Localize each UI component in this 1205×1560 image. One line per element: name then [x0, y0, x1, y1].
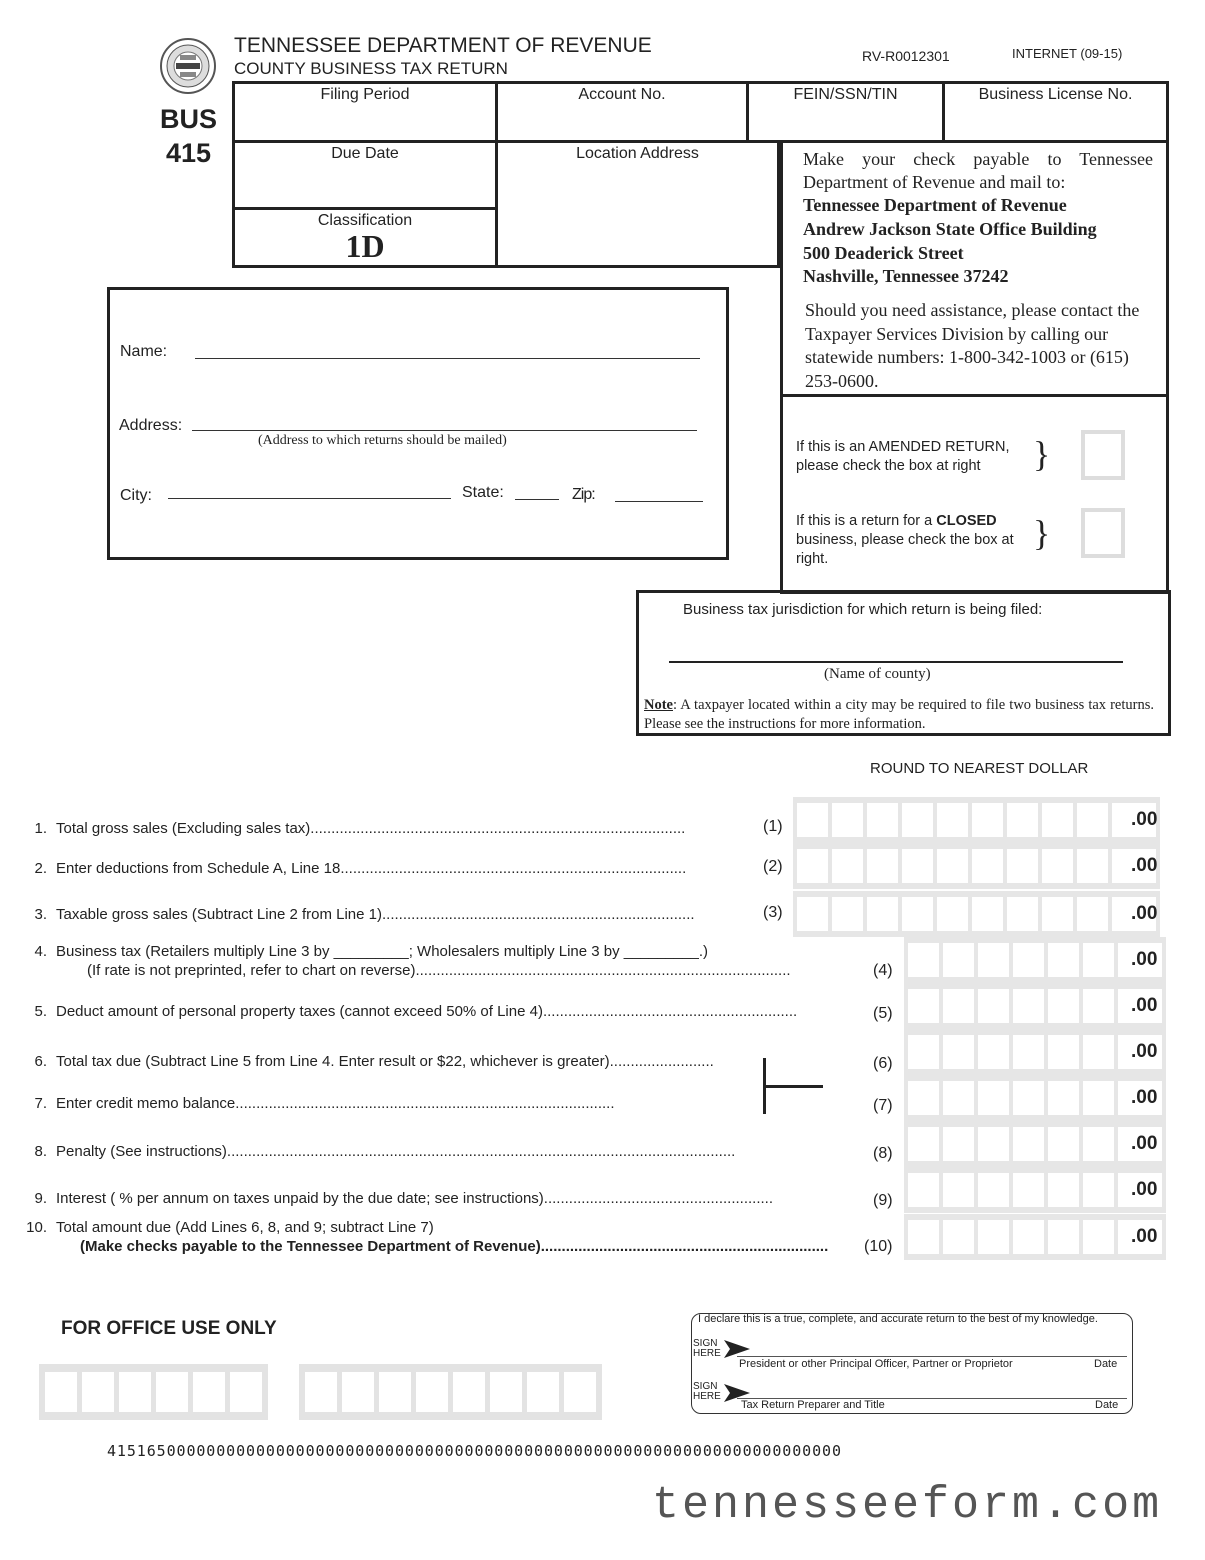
- closed-text-post: business, please check the box at right.: [796, 532, 1014, 567]
- line-number: 6.: [34, 1053, 47, 1070]
- line-amount-field[interactable]: [904, 1214, 1166, 1260]
- line-number: 7.: [34, 1095, 47, 1112]
- line-amount-field[interactable]: [904, 1029, 1166, 1075]
- preparer-signature-field[interactable]: [737, 1385, 1127, 1399]
- line-description: Total tax due (Subtract Line 5 from Line 4. Enter result or $22, whichever is greater).........................: [56, 1053, 714, 1070]
- sign-label-2: SIGN: [693, 1381, 718, 1392]
- line-cents: .00: [1131, 995, 1158, 1016]
- round-to-dollar-label: ROUND TO NEAREST DOLLAR: [870, 760, 1089, 777]
- office-use-label: FOR OFFICE USE ONLY: [61, 1318, 277, 1339]
- officer-signature-field[interactable]: [737, 1343, 1127, 1357]
- classification-box: [232, 207, 498, 268]
- closed-business-checkbox[interactable]: [1081, 508, 1125, 558]
- line-reference: (6): [873, 1055, 893, 1072]
- line-number: 1.: [34, 820, 47, 837]
- line-description-continued: (Make checks payable to the Tennessee Department of Revenue).....................................................................: [80, 1238, 829, 1255]
- name-label: Name:: [120, 343, 168, 360]
- amended-return-checkbox[interactable]: [1081, 430, 1125, 480]
- internet-version: INTERNET (09-15): [1012, 46, 1123, 61]
- form-title: COUNTY BUSINESS TAX RETURN: [234, 59, 508, 78]
- address-note: (Address to which returns should be mailed): [258, 433, 507, 448]
- declaration-text: I declare this is a true, complete, and accurate return to the best of my knowledge.: [698, 1313, 1098, 1325]
- line-amount-field[interactable]: [904, 1167, 1166, 1213]
- here-label-1: HERE: [693, 1348, 721, 1359]
- line-number: 10.: [26, 1219, 47, 1236]
- line-reference: (8): [873, 1145, 893, 1162]
- watermark-text: tennesseeform.com: [652, 1480, 1163, 1531]
- county-field[interactable]: [669, 641, 1123, 663]
- due-date-label: Due Date: [331, 145, 399, 162]
- preparer-caption: Tax Return Preparer and Title: [741, 1399, 885, 1411]
- mail-address-line-4: Nashville, Tennessee 37242: [803, 266, 1009, 286]
- amended-brace: }: [1033, 434, 1051, 474]
- mail-address-line-1: Tennessee Department of Revenue: [803, 195, 1067, 215]
- office-use-cells-2: [299, 1364, 602, 1420]
- line-description: Business tax (Retailers multiply Line 3 by _________; Wholesalers multiply Line 3 by _________.): [56, 943, 709, 960]
- jurisdiction-note: [644, 696, 1154, 734]
- line-description: Penalty (See instructions)..........................................................................................................................: [56, 1143, 736, 1160]
- form-number: 415: [166, 138, 212, 168]
- county-note: (Name of county): [824, 666, 931, 682]
- line-amount-field[interactable]: [793, 797, 1160, 843]
- preparer-date-caption: Date: [1095, 1399, 1119, 1411]
- mail-instructions: Make your check payable to Tennessee Department of Revenue and mail to:: [803, 149, 1153, 192]
- classification-label: Classification: [317, 212, 413, 229]
- line-description: Taxable gross sales (Subtract Line 2 from Line 1)...........................................................................: [56, 906, 695, 923]
- location-address-box[interactable]: [495, 140, 780, 268]
- filing-period-label: Filing Period: [320, 86, 410, 103]
- address-field[interactable]: [192, 414, 697, 431]
- line-amount-field[interactable]: [904, 937, 1166, 983]
- address-label: Address:: [119, 417, 183, 434]
- line-number: 2.: [34, 860, 47, 877]
- account-no-label: Account No.: [578, 86, 666, 103]
- department-title: TENNESSEE DEPARTMENT OF REVENUE: [234, 34, 652, 57]
- line-number: 5.: [34, 1003, 47, 1020]
- line-cents: .00: [1131, 949, 1158, 970]
- zip-label: Zip:: [572, 486, 595, 503]
- state-seal-logo: [160, 38, 216, 94]
- line-cents: .00: [1131, 1133, 1158, 1154]
- city-field[interactable]: [168, 482, 451, 499]
- closed-brace: }: [1033, 513, 1051, 553]
- line-cents: .00: [1131, 1087, 1158, 1108]
- line-description: Total amount due (Add Lines 6, 8, and 9; subtract Line 7): [56, 1219, 434, 1236]
- filing-period-box[interactable]: [232, 81, 498, 143]
- amended-return-text: If this is an AMENDED RETURN, please check the box at right: [796, 439, 1010, 474]
- line-description: Enter credit memo balance...........................................................................................: [56, 1095, 615, 1112]
- closed-text-pre: If this is a return for a: [796, 513, 937, 529]
- state-field[interactable]: [515, 485, 559, 500]
- fein-box[interactable]: [746, 81, 945, 143]
- fein-label: FEIN/SSN/TIN: [793, 86, 898, 103]
- mail-address-line-3: 500 Deaderick Street: [803, 243, 964, 263]
- name-field[interactable]: [195, 340, 700, 359]
- officer-caption: President or other Principal Officer, Partner or Proprietor: [739, 1358, 1013, 1370]
- assistance-text: Should you need assistance, please contact the Taxpayer Services Division by calling our statewide numbers: 1-800-342-1003 or (615) 253-0600.: [805, 300, 1140, 391]
- line-cents: .00: [1131, 855, 1158, 876]
- line-reference: (9): [873, 1192, 893, 1209]
- line-reference: (2): [763, 858, 783, 875]
- line-description: Total gross sales (Excluding sales tax)..........................................................................................: [56, 820, 686, 837]
- zip-field[interactable]: [615, 487, 703, 502]
- line-number: 3.: [34, 906, 47, 923]
- mail-address-line-2: Andrew Jackson State Office Building: [803, 219, 1097, 239]
- city-label: City:: [120, 487, 152, 504]
- line-description-continued: (If rate is not preprinted, refer to chart on reverse)..........................................................................................: [87, 962, 791, 979]
- jurisdiction-label: Business tax jurisdiction for which return is being filed:: [683, 601, 1043, 618]
- line-number: 8.: [34, 1143, 47, 1160]
- line-reference: (4): [873, 962, 893, 979]
- line-cents: .00: [1131, 903, 1158, 924]
- sign-here-2: [693, 1382, 721, 1402]
- line-number: 4.: [34, 943, 47, 960]
- closed-business-text: [796, 512, 1031, 569]
- sign-label-1: SIGN: [693, 1338, 718, 1349]
- officer-date-caption: Date: [1094, 1358, 1118, 1370]
- line-reference: (1): [763, 818, 783, 835]
- lines-6-7-bracket-arm: [763, 1085, 823, 1088]
- due-date-box[interactable]: [232, 140, 498, 210]
- line-description: Deduct amount of personal property taxes (cannot exceed 50% of Line 4).............................................................: [56, 1003, 798, 1020]
- here-label-2: HERE: [693, 1391, 721, 1402]
- line-cents: .00: [1131, 1179, 1158, 1200]
- line-description: Enter deductions from Schedule A, Line 18...................................................................................: [56, 860, 687, 877]
- classification-value: 1D: [345, 228, 385, 264]
- scan-line-code: 41516500000000000000000000000000000000000000000000000000000000000000000000: [107, 1442, 842, 1460]
- line-amount-field[interactable]: [793, 843, 1160, 889]
- line-description: Interest ( % per annum on taxes unpaid by the due date; see instructions).......................................................: [56, 1190, 773, 1207]
- location-address-label: Location Address: [576, 145, 699, 162]
- business-license-label: Business License No.: [978, 86, 1133, 103]
- sign-here-1: [693, 1339, 721, 1359]
- line-cents: .00: [1131, 809, 1158, 830]
- line-amount-field[interactable]: [904, 1075, 1166, 1121]
- note-label: Note: [644, 697, 673, 713]
- form-code: RV-R0012301: [862, 48, 950, 64]
- line-cents: .00: [1131, 1226, 1158, 1247]
- account-no-box[interactable]: [495, 81, 749, 143]
- line-amount-field[interactable]: [904, 1121, 1166, 1167]
- note-text: : A taxpayer located within a city may be required to file two business tax returns. Please see the instructions for more information.: [644, 697, 1154, 732]
- line-reference: (5): [873, 1005, 893, 1022]
- line-reference: (7): [873, 1097, 893, 1114]
- office-use-cells-1: [39, 1364, 268, 1420]
- line-amount-field[interactable]: [793, 891, 1160, 937]
- form-bus-label: BUS: [160, 104, 218, 134]
- line-reference: (10): [864, 1238, 893, 1255]
- closed-text-bold: CLOSED: [936, 513, 997, 529]
- line-amount-field[interactable]: [904, 983, 1166, 1029]
- line-cents: .00: [1131, 1041, 1158, 1062]
- state-label: State:: [462, 484, 504, 501]
- line-reference: (3): [763, 904, 783, 921]
- business-license-box[interactable]: [942, 81, 1169, 143]
- line-number: 9.: [34, 1190, 47, 1207]
